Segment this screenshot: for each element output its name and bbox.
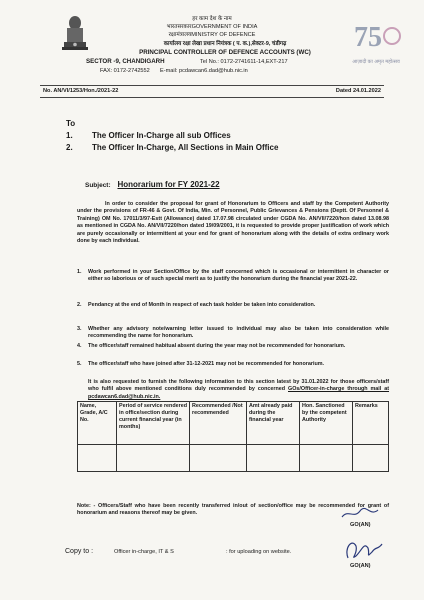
reference-bar [40, 85, 384, 98]
point-5-number: 5. [77, 361, 82, 367]
table-header-cell: Name, Grade, A/C No. [78, 402, 117, 445]
point-4-text: The officer/staff remained habitual absent during the year may not be recommended for honorarium. [88, 343, 346, 349]
table-header-cell: Recommended /Not recommended [190, 402, 247, 445]
office-address: SECTOR -9, CHANDIGARH [86, 58, 165, 65]
point-2-number: 2. [77, 302, 82, 308]
honorarium-table [77, 401, 389, 472]
intro-paragraph: In order to consider the proposal for grant of Honorarium to Officers and staff by the Competent Authority under the provisions of FR-46 & Govt. Of India, Min. of Personnel, Public Grievances & Pensions (Deptt. Of Personnel & Training) OM No. 17011/3/97-Estt (Allowance) dated 17.07.98 circulated under CGDA No. AN/VII/7220/hon dated 13.08.98 as mentioned in CGDA No. AN/VII/7220/hon dated 19/09/2001, it is requested to provide proper justification of work which are purely occasionally or intermittent at your end for grant of honorarium along with the details of extra ordinary work done by each individual. [77, 201, 389, 245]
point-5-text: The officer/staff who have joined after 31-12-2021 may not be recommended for honorarium. [88, 361, 325, 367]
signature-scribble-1 [340, 507, 380, 521]
point-2-text: Pendancy at the end of Month in respect of each task holder be taken into consideration. [88, 302, 316, 308]
copy-to-label: Copy to : [65, 548, 94, 555]
closing-paragraph [88, 379, 389, 401]
table-header-row [78, 402, 389, 445]
to-line2-number: 2. [66, 143, 73, 152]
table-header-cell: Hon. Sanctioned by the competent Authority [300, 402, 353, 445]
note-paragraph: Note: - Officers/Staff who have been recently transferred in/out of section/office may be recommended for grant of honorarium and reasons thereof may be given. [77, 503, 389, 517]
point-1-text: Work performed in your Section/Office by the staff concerned which is occasional or intermittent in character or either so laborious or of such special merit as to justify the honorarium during the financial year 2021-22. [88, 269, 389, 283]
azadi-logo-text: आज़ादी का अमृत महोत्सव [352, 59, 400, 65]
table-header-cell: Amt already paid during the financial year [247, 402, 300, 445]
header-hindi-line4: कार्यालय रक्षा लेखा प्रधान नियंत्रक ( प. क.),सेक्टर-9, चंडीगढ़ [163, 41, 287, 47]
to-line1: The Officer In-Charge all sub Offices [92, 131, 231, 140]
closing-email-link[interactable]: GOs/Officer-in-charge through mail at pcdawcan6.dad@hub.nic.in. [88, 386, 390, 400]
office-tel: Tel No.: 0172-2741611-14,EXT-217 [200, 59, 288, 65]
subject-text: Honorarium for FY 2021-22 [117, 180, 220, 189]
header-hindi-line1: हर काम देश के नाम [192, 16, 232, 22]
copy-to-recipient: Officer in-charge, IT & S [114, 549, 174, 555]
office-name: PRINCIPAL CONTROLLER OF DEFENCE ACCOUNTS (WC) [139, 49, 311, 56]
office-email: E-mail: pcdawcan6.dad@hub.nic.in [160, 68, 248, 74]
subject-label: Subject: [85, 182, 111, 189]
reference-number: No. AN/VI/1253/Hon./2021-22 [43, 88, 119, 94]
subject-line [85, 180, 220, 189]
to-label: To [66, 119, 76, 128]
point-1-number: 1. [77, 269, 82, 275]
point-3-number: 3. [77, 326, 82, 332]
signature-scribble-2 [342, 534, 384, 564]
office-fax: FAX: 0172-2742552 [100, 68, 150, 74]
table-row [78, 445, 389, 472]
signature-2-title: GO(AN) [350, 563, 371, 569]
copy-to-purpose: : for uploading on website. [226, 549, 292, 555]
header-hindi-line3: रक्षामंत्रालयMINISTRY OF DEFENCE [168, 32, 256, 38]
to-line1-number: 1. [66, 131, 73, 140]
point-4-number: 4. [77, 343, 82, 349]
to-line2: The Officer In-Charge, All Sections in Main Office [92, 143, 279, 152]
table-header-cell: Remarks [353, 402, 389, 445]
signature-1-title: GO(AN) [350, 522, 371, 528]
point-3-text: Whether any advisory note/warning letter issued to individual may also be taken into consideration while recommending the name for honorarium. [88, 326, 389, 340]
table-header-cell: Period of service rendered in office/section during current financial year (in months) [117, 402, 190, 445]
header-hindi-line2: भारतसरकारGOVERNMENT OF INDIA [166, 24, 258, 30]
closing-text: It is also requested to furnish the following information to this section latest by 31.01.2022 for those officers/staff who fulfil above mentioned conditions duly recommended by concerned [88, 379, 389, 393]
reference-date: Dated 24.01.2022 [335, 88, 381, 94]
svg-text:75: 75 [354, 22, 382, 53]
